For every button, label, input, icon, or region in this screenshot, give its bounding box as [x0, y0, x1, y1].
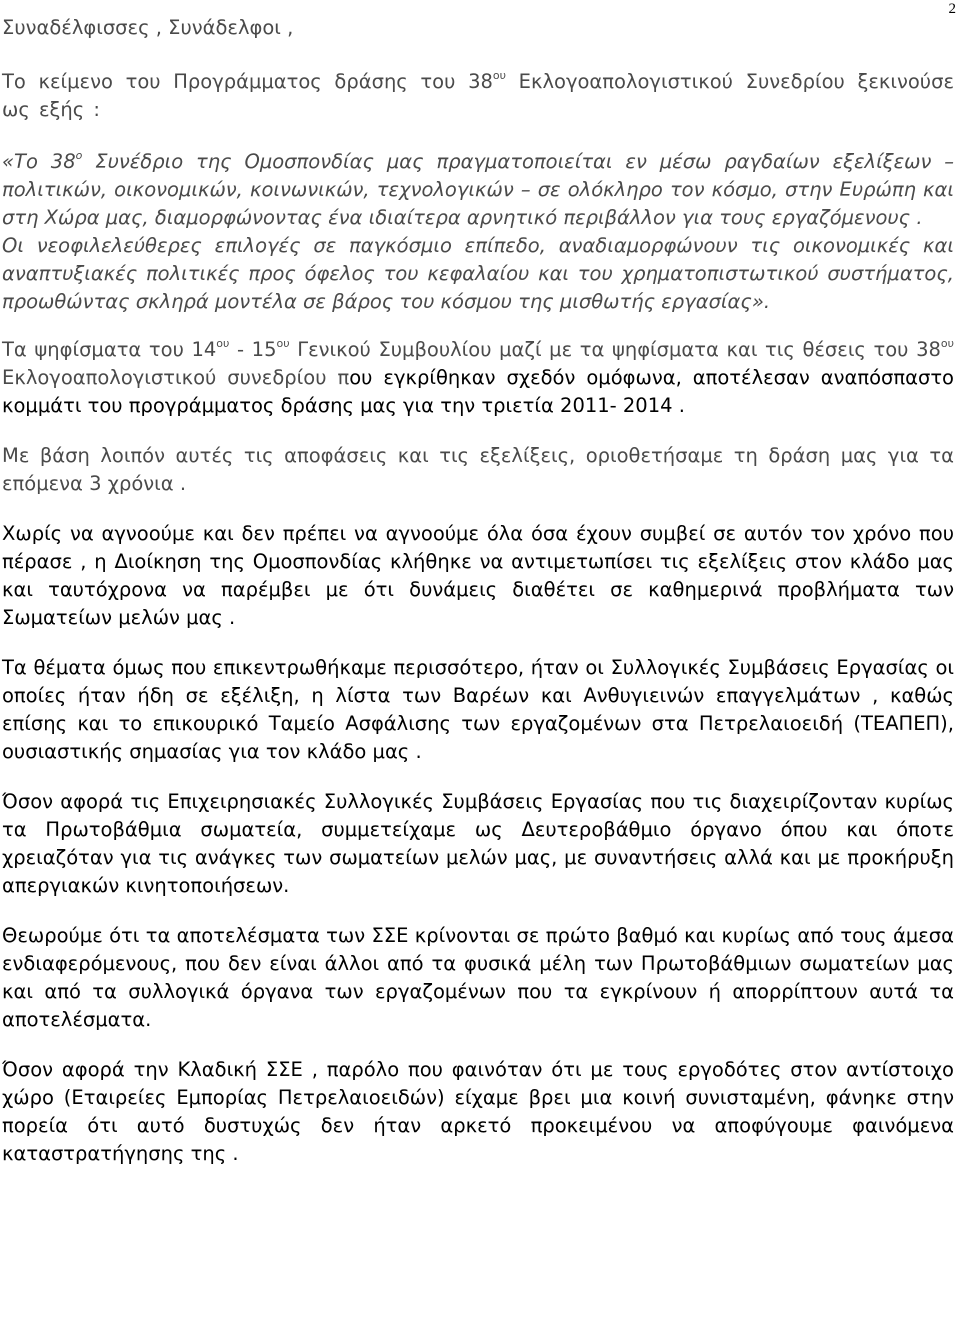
focus-paragraph: Τα θέματα όμως που επικεντρωθήκαμε περισσότερο, ήταν οι Συλλογικές Συμβάσεις Εργασίας οι οποίες ήταν ήδη σε εξέλιξη, η λίστα των Βαρέων και Ανθυγιεινών επαγγελμάτων , καθώς επίσης και το επικουρικό Ταμείο Ασφάλισης των εργαζομένων στα Πετρελαιοειδή (ΤΕΑΠΕΠ), ουσιαστικής σημασίας για τον κλάδο μας .: [2, 656, 954, 763]
quote-paragraph-continued: Οι νεοφιλελεύθερες επιλογές σε παγκόσμιο επίπεδο, αναδιαμορφώνουν τις οικονομικές και αναπτυξιακές πολιτικές προς όφελος του κεφαλαίου και του χρηματοπιστωτικού συστήματος, προωθώντας σκληρά μοντέλα σε βάρος του κόσμου της μισθωτής εργασίας».: [2, 234, 954, 313]
resolutions-paragraph: [2, 336, 954, 420]
resolutions-text-1: Τα ψηφίσματα του 14: [2, 338, 217, 361]
resolutions-text-5: ου εγκρίθηκαν σχεδόν ομόφωνα, αποτέλεσαν αναπόσπαστο κομμάτι του προγράμματος δράσης μας για την τριετία 2011- 2014 .: [2, 366, 954, 417]
past-year-paragraph: Χωρίς να αγνοούμε και δεν πρέπει να αγνοούμε όλα όσα έχουν συμβεί σε αυτόν τον χρόνο που πέρασε , η Διοίκηση της Ομοσπονδίας κλήθηκε να αντιμετωπίσει τις εξελίξεις στον κλάδο μας και ταυτόχρονα να παρέμβει με ότι δυνάμεις διαθέτει σε καθημερινά προβλήματα των Σωματείων μελών μας .: [2, 522, 954, 629]
resolutions-superscript-3: ου: [940, 337, 954, 350]
intro-text-2: Εκλογοαπολογιστικού Συνεδρίου ξεκινούσε ως εξής :: [2, 70, 954, 121]
intro-paragraph: [2, 68, 954, 124]
results-paragraph: Θεωρούμε ότι τα αποτελέσματα των ΣΣΕ κρίνονται σε πρώτο βαθμό και κυρίως από τους άμεσα ενδιαφερόμενους, που δεν είναι άλλοι από τα φυσικά μέλη των Πρωτοβάθμιων σωματείων μας και από τα συλλογικά όργανα των εργαζομένων που τα εγκρίνουν ή απορρίπτουν αυτά τα αποτελέσματα.: [2, 924, 954, 1031]
based-on-paragraph: Με βάση λοιπόν αυτές τις αποφάσεις και τις εξελίξεις, οριοθετήσαμε τη δράση μας για τα επόμενα 3 χρόνια .: [2, 444, 954, 495]
quote-text-1: «Το 38: [2, 150, 76, 173]
intro-superscript: ου: [492, 69, 506, 82]
quote-paragraph: [2, 148, 954, 232]
document-body: [2, 14, 954, 1168]
greeting: Συναδέλφισσες , Συνάδελφοι ,: [2, 16, 294, 39]
quote-text-2: Συνέδριο της Ομοσπονδίας μας πραγματοποιείται εν μέσω ραγδαίων εξελίξεων – πολιτικών, οικονομικών, κοινωνικών, τεχνολογικών – σε ολόκληρο τον κόσμο, στην Ευρώπη και στη Χώρα μας, διαμορφώνοντας ένα ιδιαίτερα αρνητικό περιβάλλον για τους εργαζόμενους .: [2, 150, 954, 229]
sectoral-agreement-paragraph: Όσον αφορά την Κλαδική ΣΣΕ , παρόλο που φαινόταν ότι με τους εργοδότες στον αντίστοιχο χώρο (Εταιρείες Εμπορίας Πετρελαιοειδών) είχαμε βρει μια κοινή συνισταμένη, φάνηκε στην πορεία ότι αυτό δυστυχώς δεν ήταν αρκετό προκειμένου να αποφύγουμε φαινόμενα καταστρατήγησης της .: [2, 1058, 954, 1165]
enterprise-agreements-paragraph: Όσον αφορά τις Επιχειρησιακές Συλλογικές Συμβάσεις Εργασίας που τις διαχειρίζονταν κυρίως τα Πρωτοβάθμια σωματεία, συμμετείχαμε ως Δευτεροβάθμιο όργανο όπου και όποτε χρειαζόταν για τις ανάγκες των σωματείων μελών μας, με συναντήσεις αλλά και με προκήρυξη απεργιακών κινητοποιήσεων.: [2, 790, 954, 897]
resolutions-text-4: Εκλογοαπολογιστικού συνεδρίου π: [2, 366, 350, 389]
resolutions-text-3: Γενικού Συμβουλίου μαζί με τα ψηφίσματα και τις θέσεις του 38: [289, 338, 941, 361]
page-number: 2: [948, 1, 956, 17]
intro-text-1: Το κείμενο του Προγράμματος δράσης του 38: [2, 70, 493, 93]
resolutions-superscript-2: ου: [276, 337, 290, 350]
quote-superscript: ο: [75, 149, 83, 162]
resolutions-superscript-1: ου: [216, 337, 230, 350]
resolutions-text-2: - 15: [229, 338, 277, 361]
